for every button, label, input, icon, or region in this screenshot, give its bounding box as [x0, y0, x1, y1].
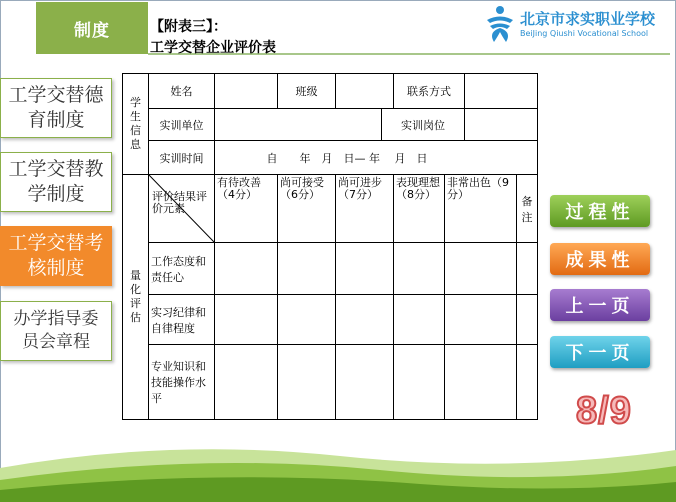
time-range: 自 年 月 日— 年 月 日 — [215, 141, 538, 175]
diagonal-header-cell — [149, 175, 215, 243]
next-page-button[interactable]: 下一页 — [550, 336, 650, 368]
score-cell[interactable] — [215, 345, 278, 420]
contact-label: 联系方式 — [394, 74, 465, 109]
student-info-label: 学生信息 — [123, 74, 149, 175]
score-cell[interactable] — [215, 243, 278, 295]
row-label: 专业知识和技能操作水平 — [149, 345, 215, 420]
score-cell[interactable] — [394, 345, 445, 420]
score-cell[interactable] — [278, 243, 336, 295]
page-indicator: 8/9 — [576, 390, 632, 432]
score-cell[interactable] — [336, 295, 394, 345]
score-cell[interactable] — [445, 295, 517, 345]
section-tab: 制度 — [36, 2, 148, 54]
name-label: 姓名 — [149, 74, 215, 109]
result-button[interactable]: 成果性 — [550, 243, 650, 275]
column-header: 有待改善（4分） — [215, 175, 278, 243]
score-cell[interactable] — [394, 295, 445, 345]
name-value[interactable] — [215, 74, 278, 109]
prev-page-button[interactable]: 上一页 — [550, 289, 650, 321]
column-header: 表现理想（8分） — [394, 175, 445, 243]
score-cell[interactable] — [394, 243, 445, 295]
column-header: 非常出色（9分） — [445, 175, 517, 243]
school-logo-icon — [484, 4, 516, 44]
score-cell[interactable] — [336, 345, 394, 420]
sidebar-item-assessment-system[interactable] — [0, 226, 112, 286]
quant-eval-label: 量化评估 — [123, 175, 149, 420]
diagonal-label: 评价结果评价元素 — [152, 190, 207, 215]
page-title: 工学交替企业评价表 — [150, 40, 276, 56]
row-label: 实习纪律和自律程度 — [149, 295, 215, 345]
remarks-cell[interactable] — [517, 295, 538, 345]
sidebar-item-label: 工学交替教学制度 — [8, 158, 104, 205]
score-cell[interactable] — [215, 295, 278, 345]
school-logo — [484, 4, 670, 44]
unit-value[interactable] — [215, 109, 382, 141]
contact-value[interactable] — [465, 74, 538, 109]
column-header: 尚可进步（7分） — [336, 175, 394, 243]
unit-label: 实训单位 — [149, 109, 215, 141]
column-header-remarks: 备注 — [517, 175, 538, 243]
sidebar-item-teaching-system[interactable] — [0, 152, 112, 212]
score-cell[interactable] — [278, 295, 336, 345]
appendix-label: 【附表三】： — [150, 19, 227, 35]
class-value[interactable] — [336, 74, 394, 109]
process-button[interactable]: 过程性 — [550, 195, 650, 227]
score-cell[interactable] — [445, 345, 517, 420]
school-name-cn: 北京市求实职业学校 — [520, 10, 656, 28]
post-label: 实训岗位 — [382, 109, 465, 141]
sidebar-item-label: 工学交替德育制度 — [8, 84, 104, 131]
remarks-cell[interactable] — [517, 345, 538, 420]
sidebar-item-label: 办学指导委员会章程 — [13, 309, 99, 352]
class-label: 班级 — [278, 74, 336, 109]
column-header: 尚可接受（6分） — [278, 175, 336, 243]
school-name-en: BeiJing Qiushi Vocational School — [520, 29, 649, 38]
remarks-cell[interactable] — [517, 243, 538, 295]
sidebar-item-label: 工学交替考核制度 — [8, 232, 104, 279]
evaluation-form-table — [122, 73, 538, 420]
score-cell[interactable] — [336, 243, 394, 295]
score-cell[interactable] — [445, 243, 517, 295]
sidebar-item-moral-system[interactable] — [0, 78, 112, 138]
sidebar-item-committee-charter[interactable] — [0, 301, 112, 361]
score-cell[interactable] — [278, 345, 336, 420]
decorative-wave — [0, 428, 676, 502]
post-value[interactable] — [465, 109, 538, 141]
time-label: 实训时间 — [149, 141, 215, 175]
row-label: 工作态度和责任心 — [149, 243, 215, 295]
